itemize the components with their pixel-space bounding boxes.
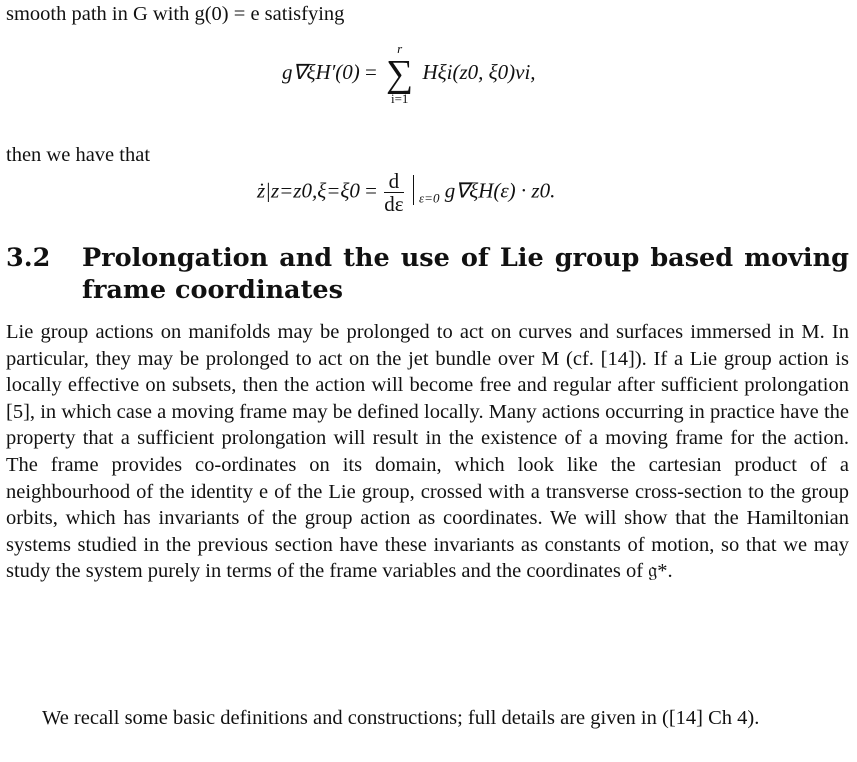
sum-lower-limit: i=1 [390, 91, 409, 106]
section-number: 3.2 [6, 243, 51, 273]
evaluation-bar [413, 175, 414, 205]
intro-line [6, 1, 344, 27]
transition-line [6, 142, 150, 168]
sum-upper-limit: r [397, 41, 403, 56]
equation-1-lhs: g∇ξH′(0) [282, 59, 360, 84]
section-heading [6, 242, 849, 306]
fraction-numerator: d [384, 170, 403, 193]
equation-2-rhs: g∇ξH(ε) · z0. [444, 178, 556, 203]
equation-2-lhs: ż|z=z0,ξ=ξ0 [257, 178, 360, 203]
intro-text: smooth path in G with g(0) = e satisfying [6, 3, 345, 25]
evaluation-point: ε=0 [419, 190, 440, 206]
body-paragraph-1: Lie group actions on manifolds may be prolonged to act on curves and surfaces immersed in M. In particular, they may be prolonged to act on the jet bundle over M (cf. [14]). If a Lie group action is locally effective on subsets, then the action will become free and regular after sufficient prolongation [5], in which case a moving frame may be defined locally. Many actions occurring in practice have the property that a sufficient prolongation will result in the existence of a moving frame for the action. The frame provides co-ordinates on its domain, which look like the cartesian product of a neighbourhood of the identity e of the Lie group, crossed with a transverse cross-section to the group orbits, which has invariants of the group action as coordinates. We will show that the Hamiltonian systems studied in the previous section have these invariants as constants of motion, so that we may study the system purely in terms of the frame variables and the coordinates of 𝔤*. [6, 321, 849, 583]
equation-2: ż|z=z0,ξ=ξ0 = $\frac{d}{d\varepsilon}$ $_{\varepsilon=0}$ g∇ξH(ε) · z0. [257, 169, 556, 216]
section-title: Prolongation and the use of Lie group based moving frame coordinates [82, 243, 849, 305]
derivative-fraction [384, 170, 403, 215]
equation-1: g∇ξH′(0) = r ∑ i=1 Hξi(z0, ξ0)vi, [282, 41, 536, 106]
equation-1-rhs: Hξi(z0, ξ0)vi, [422, 59, 536, 84]
transition-text: then we have that [6, 144, 151, 166]
summation-sign: r ∑ i=1 [386, 41, 414, 106]
fraction-denominator: dε [384, 192, 404, 216]
body-paragraph-2: We recall some basic definitions and constructions; full details are given in ([14] Ch 4). [42, 707, 760, 729]
